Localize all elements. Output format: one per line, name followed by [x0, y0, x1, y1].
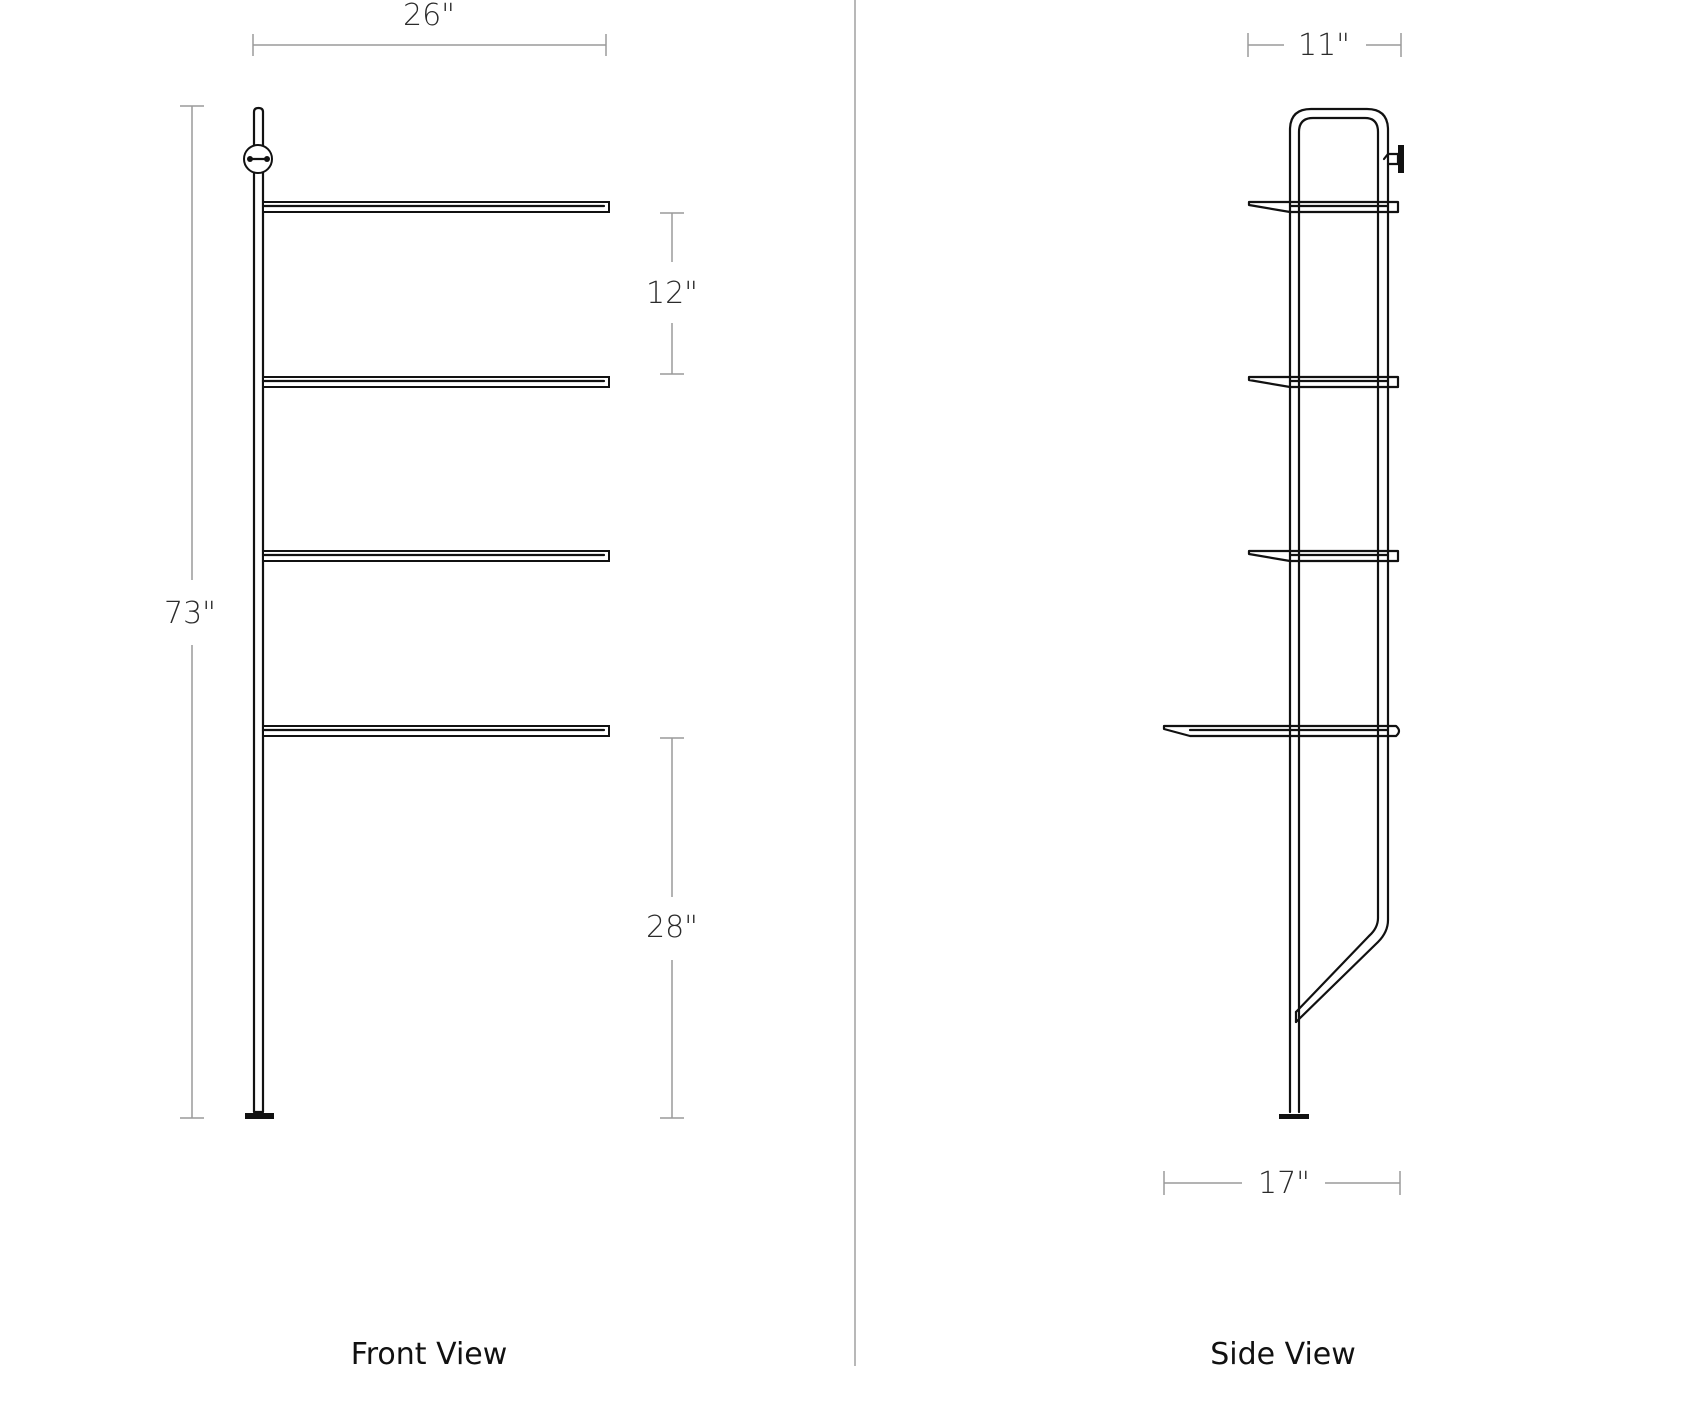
side-shelf	[1249, 551, 1398, 561]
front-shelf	[263, 202, 609, 212]
front-height-dimension	[164, 106, 216, 1118]
front-post	[244, 108, 273, 1118]
front-view-label: Front View	[350, 1337, 508, 1372]
side-view-label: Side View	[1210, 1337, 1356, 1372]
side-shelves	[1164, 202, 1399, 736]
side-frame	[1279, 109, 1404, 1119]
front-shelf	[263, 377, 609, 387]
side-base-depth-label: 17"	[1258, 1166, 1310, 1201]
front-view	[164, 0, 698, 1372]
front-width-dimension	[253, 0, 606, 56]
bottom-clearance-label: 28"	[646, 910, 698, 945]
side-shelf	[1164, 726, 1399, 736]
bottom-clearance-dimension	[646, 738, 698, 1118]
side-view	[1164, 28, 1404, 1372]
side-foot	[1279, 1114, 1309, 1119]
front-height-label: 73"	[164, 596, 216, 631]
front-shelf	[263, 726, 609, 736]
side-top-depth-dimension	[1248, 28, 1401, 63]
front-shelf	[263, 551, 609, 561]
side-shelf	[1249, 202, 1398, 212]
side-shelf	[1249, 377, 1398, 387]
front-width-label: 26"	[403, 0, 455, 33]
side-top-depth-label: 11"	[1298, 28, 1350, 63]
side-base-depth-dimension	[1164, 1166, 1400, 1201]
front-shelves	[263, 202, 609, 736]
shelf-spacing-label: 12"	[646, 276, 698, 311]
shelf-spacing-dimension	[646, 213, 698, 374]
